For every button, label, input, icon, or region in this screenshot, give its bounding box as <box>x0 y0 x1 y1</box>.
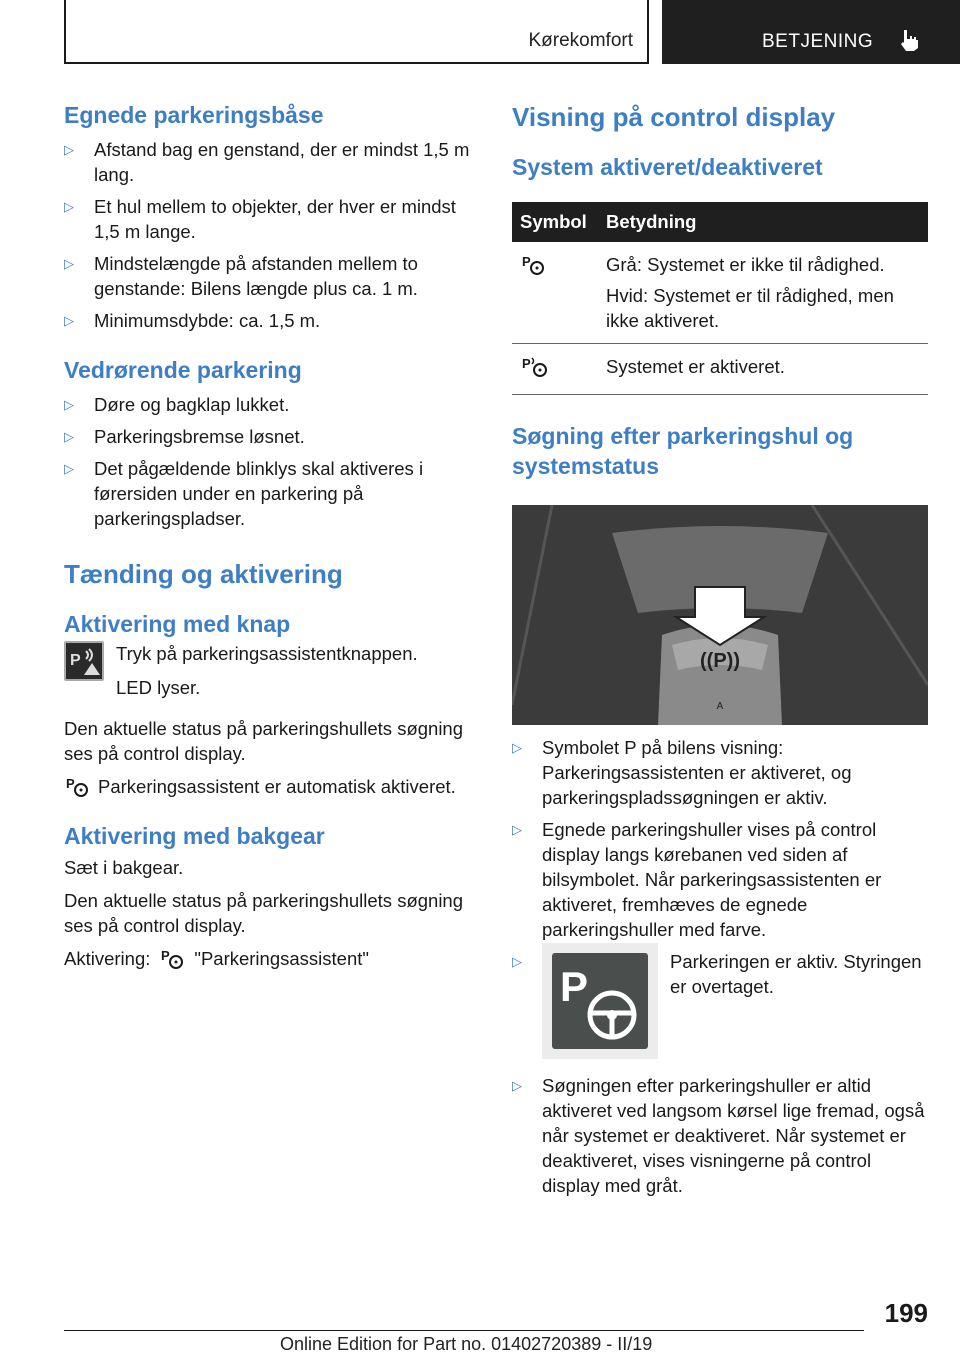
list-item: ▷ Søgningen efter parkeringshuller er altid aktiveret ved langsom kørsel lige fremad, også når systemet er deaktiveret. Når systemet er deaktiveret, vises visningerne på control display med gråt. <box>512 1073 928 1198</box>
activation-value: "Parkeringsassistent" <box>194 948 369 969</box>
svg-text:P: P <box>66 776 75 791</box>
header-section-box <box>64 0 649 64</box>
reverse-instruction: Sæt i bakgear. <box>64 857 184 878</box>
svg-text:P: P <box>70 652 81 669</box>
svg-text:P: P <box>161 948 171 963</box>
heading-suitable-spaces: Egnede parkeringsbåse <box>64 102 324 128</box>
park-steering-icon <box>542 943 658 1059</box>
list-item <box>512 949 928 1059</box>
svg-text:A: A <box>716 701 724 712</box>
symbol-table <box>512 202 928 395</box>
table-header-symbol: Symbol <box>520 211 587 232</box>
led-text: LED lyser. <box>116 677 201 698</box>
table-header <box>512 202 928 242</box>
footer-edition: Online Edition for Part no. 01402720389 - II/19 <box>280 1334 653 1354</box>
heading-ignition: Tænding og aktivering <box>64 559 343 589</box>
button-instruction: Tryk på parkeringsassistentknappen. <box>116 643 418 664</box>
auto-activated-row <box>64 774 476 799</box>
status-text: Den aktuelle status på parkeringshullets søgning ses på control display. <box>64 718 464 764</box>
reverse-status: Den aktuelle status på parkeringshullets søgning ses på control display. <box>64 890 464 936</box>
list-item: ▷ Et hul mellem to objekter, der hver er mindst 1,5 m lange. <box>64 194 476 244</box>
row2-text: Systemet er aktiveret. <box>606 356 785 377</box>
search-list <box>512 735 928 1198</box>
row1-grey-text: Grå: Systemet er ikke til rådighed. <box>606 254 885 275</box>
park-assist-button-icon <box>64 641 104 681</box>
park-assist-grey-icon <box>520 252 548 276</box>
header-section-title: Kørekomfort <box>528 30 633 51</box>
heading-activation-reverse: Aktivering med bakgear <box>64 823 325 849</box>
suitable-list <box>64 137 476 333</box>
header-chapter-title: BETJENING <box>762 31 874 52</box>
button-block <box>64 641 476 700</box>
control-display-image <box>512 505 928 725</box>
list-item: ▷ Afstand bag en genstand, der er mindst 1,5 m lang. <box>64 137 476 187</box>
page-number: 199 <box>884 1298 928 1328</box>
svg-text:((P)): ((P)) <box>700 650 740 672</box>
list-item: ▷ Mindstelængde på afstanden mellem to genstande: Bilens længde plus ca. 1 m. <box>64 251 476 301</box>
list-item: ▷ Parkeringsbremse løsnet. <box>64 424 476 449</box>
activation-label: Aktivering: <box>64 948 151 969</box>
park-assist-active-icon <box>64 774 92 798</box>
header-chapter-tab <box>662 0 960 64</box>
list-item: ▷ Det pågældende blinklys skal aktiveres i førersiden under en parkering på parkeringspladser. <box>64 456 476 531</box>
right-column <box>512 100 928 1198</box>
regarding-list <box>64 392 476 531</box>
list-item: ▷ Egnede parkeringshuller vises på control display langs kørebanen ved siden af bilsymbolet. Når parkeringsassistenten er aktiveret, fremhæves de egnede parkeringshuller med farve. <box>512 817 928 942</box>
footer-divider <box>64 1330 864 1331</box>
hand-pointer-icon <box>898 28 920 52</box>
heading-search-status: Søgning efter parkeringshul og systemstatus <box>512 423 854 479</box>
activation-row <box>64 946 476 971</box>
list-item: ▷ Minimumsdybde: ca. 1,5 m. <box>64 308 476 333</box>
table-header-meaning: Betydning <box>606 211 697 232</box>
heading-regarding-parking: Vedrørende parkering <box>64 357 302 383</box>
svg-text:P: P <box>522 356 531 371</box>
auto-activated-text: Parkeringsassistent er automatisk aktiveret. <box>98 776 456 797</box>
left-column <box>64 100 476 971</box>
park-assist-active-icon <box>520 354 552 378</box>
list-item: ▷ Symbolet P på bilens visning: Parkeringsassistenten er aktiveret, og parkeringspladssøgningen er aktiv. <box>512 735 928 810</box>
list-item: ▷ Døre og bagklap lukket. <box>64 392 476 417</box>
svg-text:P: ▷ P <box>560 963 589 1010</box>
table-row <box>512 242 928 344</box>
heading-control-display: Visning på control display <box>512 102 836 132</box>
svg-text:P: P <box>522 254 531 269</box>
heading-system-status: System aktiveret/deaktiveret <box>512 154 823 180</box>
park-assist-menu-icon <box>158 946 188 970</box>
heading-activation-button: Aktivering med knap <box>64 611 291 637</box>
row1-white-text: Hvid: Systemet er til rådighed, men ikke aktiveret. <box>606 285 894 331</box>
table-row <box>512 344 928 395</box>
active-parking-text: Parkeringen er aktiv. Styringen er overtaget. <box>670 951 922 997</box>
